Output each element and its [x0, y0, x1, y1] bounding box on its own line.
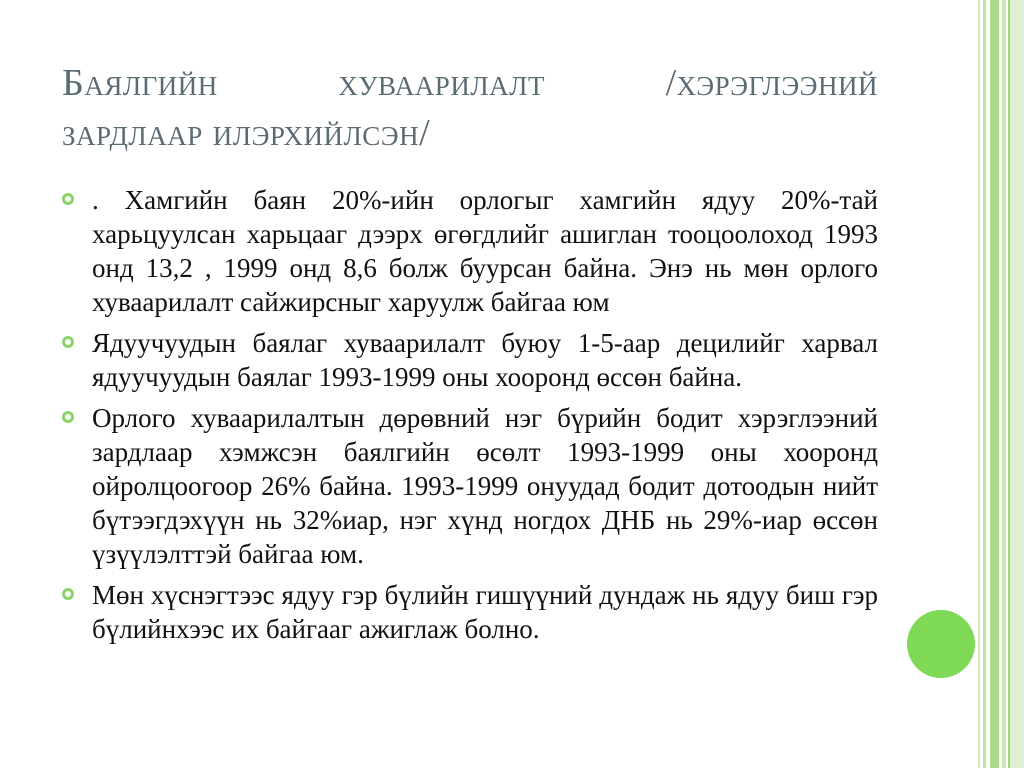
- bullet-item: [62, 326, 878, 394]
- ring-bullet-icon: [62, 588, 74, 600]
- title-word: Баялгийн: [62, 62, 218, 104]
- bullet-text: . Хамгийн баян 20%-ийн орлогыг хамгийн ядуу 20%-тай харьцуулсан харьцааг дээрх өгөгдлийг ашиглан тооцоолоход 1993 онд 13,2 , 1999 онд 8,6 болж буурсан байна. Энэ нь мөн орлого хуваарилалт сайжирсныг харуулж байгаа юм: [92, 185, 878, 317]
- title-line-2: зардлаар илэрхийлсэн/: [62, 112, 431, 154]
- green-circle-icon: [907, 610, 975, 678]
- title-line-1: [62, 58, 878, 108]
- title-word: /хэрэглээний: [665, 62, 878, 104]
- ring-bullet-icon: [62, 193, 74, 205]
- bullet-item: [62, 401, 878, 571]
- slide-title: [62, 58, 878, 158]
- bullet-text: Орлого хуваарилалтын дөрөвний нэг бүрийн бодит хэрэглээний зардлаар хэмжсэн баялгийн өсөлт 1993-1999 оны хооронд ойролцоогоор 26% байна. 1993-1999 онуудад бодит дотоодын нийт бүтээгдэхүүн нь 32%иар, нэг хүнд ногдох ДНБ нь 29%-иар өссөн үзүүлэлттэй байгаа юм.: [92, 403, 878, 569]
- bullet-text: Мөн хүснэгтээс ядуу гэр бүлийн гишүүний дундаж нь ядуу биш гэр бүлийнхээс их байгааг ажиглаж болно.: [92, 580, 878, 644]
- title-word: хуваарилалт: [338, 62, 545, 104]
- decorative-stripe: [1002, 0, 1006, 768]
- bullet-text: Ядуучуудын баялаг хуваарилалт буюу 1-5-аар децилийг харвал ядуучуудын баялаг 1993-1999 оны хооронд өссөн байна.: [92, 328, 878, 392]
- bullet-item: [62, 578, 878, 646]
- decorative-stripe: [983, 0, 986, 768]
- ring-bullet-icon: [62, 336, 74, 348]
- bullet-list: [62, 183, 878, 653]
- decorative-stripe: [978, 0, 980, 768]
- bullet-item: [62, 183, 878, 319]
- decorative-stripe: [990, 0, 999, 768]
- ring-bullet-icon: [62, 411, 74, 423]
- decorative-stripe: [1010, 0, 1024, 768]
